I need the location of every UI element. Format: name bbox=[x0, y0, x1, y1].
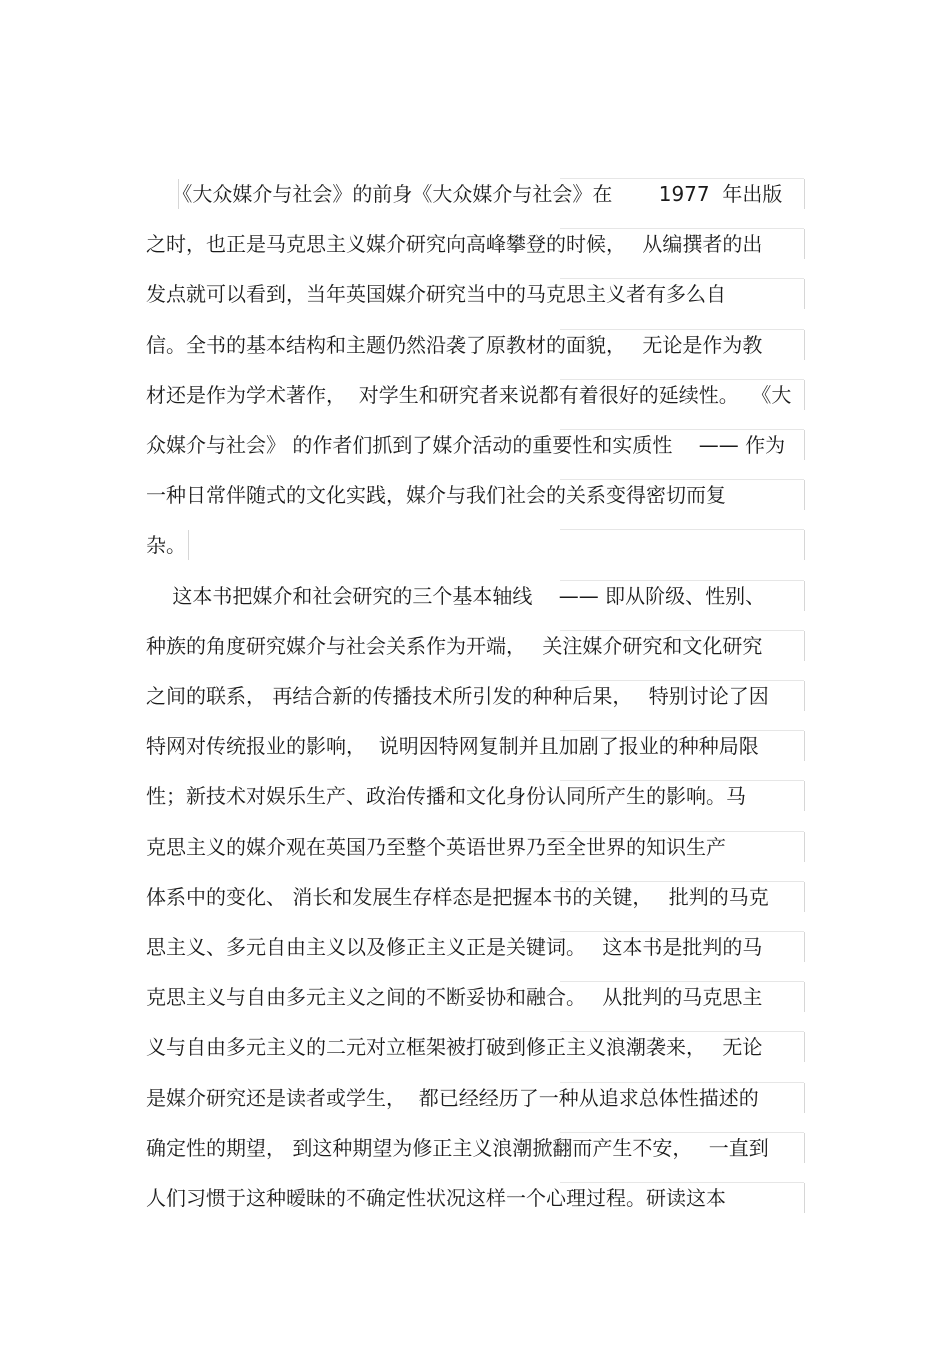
line-frame-mark bbox=[804, 1083, 805, 1113]
line-frame-mark bbox=[804, 430, 805, 460]
line-frame-top bbox=[560, 228, 804, 229]
line-frame-mark bbox=[178, 179, 179, 209]
line-frame-mark bbox=[804, 480, 805, 510]
line-frame-top bbox=[560, 379, 804, 380]
text-line: 发点就可以看到，当年英国媒介研究当中的马克思主义者有多么自 bbox=[146, 282, 726, 306]
text-line: 确定性的期望， 到这种期望为修正主义浪潮掀翻而产生不安， 一直到 bbox=[146, 1136, 769, 1160]
line-frame-top bbox=[560, 680, 804, 681]
line-frame-top bbox=[560, 580, 804, 581]
line-frame-mark bbox=[804, 731, 805, 761]
text-line: 材还是作为学术著作， 对学生和研究者来说都有着很好的延续性。 《大 bbox=[146, 383, 792, 407]
line-frame-mark bbox=[804, 681, 805, 711]
text-line: 信。全书的基本结构和主题仍然沿袭了原教材的面貌， 无论是作为教 bbox=[146, 333, 763, 357]
line-frame-top bbox=[560, 780, 804, 781]
line-frame-mark bbox=[188, 530, 189, 560]
line-frame-top bbox=[560, 881, 804, 882]
line-frame-top bbox=[560, 329, 804, 330]
line-frame-top bbox=[560, 479, 804, 480]
line-frame-top bbox=[560, 1182, 804, 1183]
text-line: 这本书把媒介和社会研究的三个基本轴线 —— 即从阶级、性别、 bbox=[146, 584, 766, 608]
line-frame-mark bbox=[804, 982, 805, 1012]
text-line: 杂。 bbox=[146, 533, 186, 557]
text-line: 特网对传统报业的影响， 说明因特网复制并且加剧了报业的种种局限 bbox=[146, 734, 759, 758]
line-frame-top bbox=[560, 429, 804, 430]
line-frame-mark bbox=[804, 330, 805, 360]
line-frame-mark bbox=[804, 932, 805, 962]
line-frame-top bbox=[560, 981, 804, 982]
text-line: 之间的联系， 再结合新的传播技术所引发的种种后果， 特别讨论了因 bbox=[146, 684, 769, 708]
line-frame-mark bbox=[804, 530, 805, 560]
line-frame-mark bbox=[804, 1133, 805, 1163]
text-line: 人们习惯于这种暧昧的不确定性状况这样一个心理过程。研读这本 bbox=[146, 1186, 726, 1210]
line-frame-mark bbox=[804, 179, 805, 209]
line-frame-top bbox=[560, 1082, 804, 1083]
text-line: 义与自由多元主义的二元对立框架被打破到修正主义浪潮袭来， 无论 bbox=[146, 1035, 763, 1059]
text-line: 克思主义与自由多元主义之间的不断妥协和融合。 从批判的马克思主 bbox=[146, 985, 763, 1009]
text-line: 性；新技术对娱乐生产、政治传播和文化身份认同所产生的影响。马 bbox=[146, 784, 746, 808]
text-line: 一种日常伴随式的文化实践，媒介与我们社会的关系变得密切而复 bbox=[146, 483, 726, 507]
line-frame-mark bbox=[804, 631, 805, 661]
line-frame-top bbox=[560, 1132, 804, 1133]
text-line: 思主义、多元自由主义以及修正主义正是关键词。 这本书是批判的马 bbox=[146, 935, 763, 959]
text-line: 众媒介与社会》 的作者们抓到了媒介活动的重要性和实质性 —— 作为 bbox=[146, 433, 786, 457]
line-frame-mark bbox=[804, 832, 805, 862]
line-frame-mark bbox=[804, 380, 805, 410]
line-frame-mark bbox=[804, 1032, 805, 1062]
line-frame-mark bbox=[804, 1183, 805, 1213]
line-frame-mark bbox=[804, 279, 805, 309]
text-line: 克思主义的媒介观在英国乃至整个英语世界乃至全世界的知识生产 bbox=[146, 835, 726, 859]
line-frame-top bbox=[560, 529, 804, 530]
text-line: 体系中的变化、 消长和发展生存样态是把握本书的关键， 批判的马克 bbox=[146, 885, 769, 909]
line-frame-top bbox=[560, 831, 804, 832]
text-line: 之时，也正是马克思主义媒介研究向高峰攀登的时候， 从编撰者的出 bbox=[146, 232, 763, 256]
line-frame-top bbox=[560, 730, 804, 731]
line-frame-mark bbox=[804, 581, 805, 611]
line-frame-mark bbox=[804, 781, 805, 811]
line-frame-top bbox=[560, 1031, 804, 1032]
line-frame-top bbox=[560, 178, 804, 179]
text-line: 是媒介研究还是读者或学生， 都已经经历了一种从追求总体性描述的 bbox=[146, 1086, 759, 1110]
line-frame-top bbox=[560, 278, 804, 279]
line-frame-top bbox=[560, 630, 804, 631]
text-line: 《大众媒介与社会》的前身《大众媒介与社会》在 1977 年出版 bbox=[146, 182, 783, 206]
line-frame-mark bbox=[804, 882, 805, 912]
line-frame-top bbox=[560, 931, 804, 932]
line-frame-mark bbox=[804, 229, 805, 259]
text-line: 种族的角度研究媒介与社会关系作为开端， 关注媒介研究和文化研究 bbox=[146, 634, 763, 658]
